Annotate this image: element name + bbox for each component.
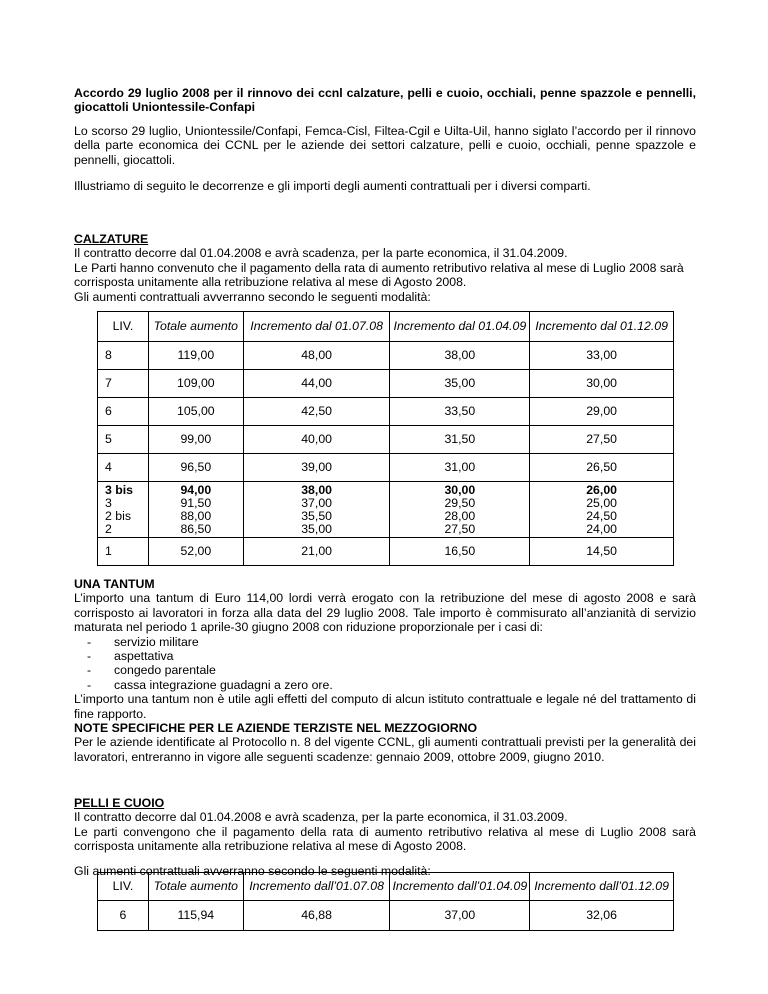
note-paragraph: Per le aziende identificate al Protocollo n. 8 del vigente CCNL, gli aumenti contrattuali previsti per la generalità dei lavoratori, entreranno in vigore alle seguenti scadenze: gennaio 2009, ottobre 2009, giugno 2010. [74, 735, 696, 764]
section-heading-calzature: CALZATURE [74, 232, 149, 246]
group-value: 38,00 [301, 482, 332, 497]
group-liv: 2 bis [105, 508, 131, 523]
group-value: 37,00 [301, 495, 332, 510]
list-item: - congedo parentale [74, 663, 696, 677]
group-liv: 2 [105, 521, 112, 536]
table-row [98, 901, 674, 931]
una-tantum-paragraph: L’importo una tantum di Euro 114,00 lordi verrà erogato con la retribuzione del mese di agosto 2008 e sarà corrisposto ai lavoratori in forza alla data del 29 luglio 2008. Tale importo è commisurato all’anzianità di servizio maturata nel periodo 1 aprile-30 giugno 2008 con riduzione proporzionale per i casi di: [74, 591, 696, 635]
group-value: 29,50 [444, 495, 476, 510]
illustration-paragraph: Illustriamo di seguito le decorrenze e gli importi degli aumenti contrattuali per i diversi comparti. [74, 179, 591, 193]
group-value: 28,00 [444, 508, 476, 523]
cell-inc-3: 32,06 [530, 901, 674, 931]
cell-liv: 6 [98, 398, 149, 426]
cell-inc-3: 29,00 [530, 398, 674, 426]
cell-inc-1-group [243, 482, 390, 538]
group-value: 86,50 [180, 521, 212, 536]
group-value: 88,00 [180, 508, 212, 523]
una-tantum-paragraph-2: L’importo una tantum non è utile agli effetti del computo di alcun istituto contrattuale e legale né del trattamento di fine rapporto. [74, 692, 696, 721]
group-value: 26,00 [586, 482, 617, 497]
cell-totale: 119,00 [148, 342, 243, 370]
cell-totale: 96,50 [148, 454, 243, 482]
group-value: 91,50 [180, 495, 212, 510]
calzature-line-1: Il contratto decorre dal 01.04.2008 e avrà scadenza, per la parte economica, il 31.04.2009. [74, 246, 568, 261]
list-item: - aspettativa [74, 649, 696, 663]
cell-inc-1: 39,00 [243, 454, 390, 482]
calzature-line-2: Le Parti hanno convenuto che il pagamento della rata di aumento retributivo relativa al mese di Luglio 2008 sarà corrisposta unitamente alla retribuzione relativa al mese di Agosto 2008. [74, 260, 684, 290]
cell-inc-1: 42,50 [243, 398, 390, 426]
table-row [98, 454, 674, 482]
table-header-row [98, 873, 674, 901]
header-liv: LIV. [98, 873, 149, 901]
cell-totale: 109,00 [148, 370, 243, 398]
cell-liv-group [98, 482, 149, 538]
section-heading-pelli: PELLI E CUOIO [74, 796, 165, 810]
group-value: 35,00 [301, 521, 332, 536]
header-inc-2: Incremento dall’01.04.09 [390, 873, 530, 901]
header-inc-1: Incremento dal 01.07.08 [243, 312, 390, 342]
header-inc-2: Incremento dal 01.04.09 [390, 312, 530, 342]
header-liv: LIV. [98, 312, 149, 342]
cell-totale-group [148, 482, 243, 538]
header-inc-3: Incremento dall’01.12.09 [530, 873, 674, 901]
cell-totale: 105,00 [148, 398, 243, 426]
cell-inc-2: 31,50 [390, 426, 530, 454]
cell-inc-2: 16,50 [390, 538, 530, 566]
pelli-line-3: Gli aumenti contrattuali avverranno secondo le seguenti modalità: [74, 863, 431, 878]
section-calzature [74, 232, 696, 304]
calzature-line-3: Gli aumenti contrattuali avverranno secondo le seguenti modalità: [74, 289, 431, 304]
group-value: 35,50 [301, 508, 332, 523]
cell-inc-3: 14,50 [530, 538, 674, 566]
cell-inc-2: 35,00 [390, 370, 530, 398]
group-value: 24,00 [586, 521, 617, 536]
cell-liv: 8 [98, 342, 149, 370]
cell-liv: 1 [98, 538, 149, 566]
table-row [98, 398, 674, 426]
group-value: 30,00 [444, 482, 476, 497]
group-value: 94,00 [180, 482, 212, 497]
section-una-tantum [74, 577, 696, 764]
cell-inc-1: 46,88 [243, 901, 390, 931]
cell-inc-3: 26,50 [530, 454, 674, 482]
cell-liv: 5 [98, 426, 149, 454]
cell-inc-3: 33,00 [530, 342, 674, 370]
list-item: - servizio militare [74, 635, 696, 649]
pelli-line-2: Le parti convengono che il pagamento della rata di aumento retributivo relativa al mese di Luglio 2008 sarà corrisposta unitamente alla retribuzione relativa al mese di Agosto 2008. [74, 824, 696, 854]
cell-inc-1: 21,00 [243, 538, 390, 566]
una-tantum-cases-list [74, 635, 696, 693]
cell-liv: 6 [98, 901, 149, 931]
cell-inc-3: 30,00 [530, 370, 674, 398]
table-header-row [98, 312, 674, 342]
cell-liv: 7 [98, 370, 149, 398]
document-title: Accordo 29 luglio 2008 per il rinnovo dei ccnl calzature, pelli e cuoio, occhiali, penne spazzole e pennelli, giocattoli Uniontessile-Confapi [74, 86, 696, 115]
group-value: 24,50 [586, 508, 617, 523]
pelli-line-1: Il contratto decorre dal 01.04.2008 e avrà scadenza, per la parte economica, il 31.03.2009. [74, 810, 568, 825]
header-totale: Totale aumento [148, 873, 243, 901]
list-item: - cassa integrazione guadagni a zero ore. [74, 678, 696, 692]
cell-totale: 115,94 [148, 901, 243, 931]
table-row [98, 370, 674, 398]
cell-inc-3-group [530, 482, 674, 538]
table-row [98, 342, 674, 370]
cell-inc-2: 37,00 [390, 901, 530, 931]
header-inc-1: Incremento dall’01.07.08 [243, 873, 390, 901]
section-heading-note: NOTE SPECIFICHE PER LE AZIENDE TERZISTE NEL MEZZOGIORNO [74, 721, 478, 736]
cell-totale: 52,00 [148, 538, 243, 566]
cell-inc-2: 33,50 [390, 398, 530, 426]
group-value: 25,00 [586, 495, 617, 510]
table-row-group [98, 482, 674, 538]
cell-inc-2-group [390, 482, 530, 538]
group-value: 27,50 [444, 521, 476, 536]
group-liv: 3 [105, 495, 112, 510]
section-pelli-cuoio [74, 796, 696, 878]
intro-paragraph: Lo scorso 29 luglio, Uniontessile/Confapi, Femca-Cisl, Filtea-Cgil e Uilta-Uil, hanno siglato l’accordo per il rinnovo della parte economica dei CCNL per le aziende dei settori calzature, pelli e cuoio, occhiali, penne spazzole e pennelli, giocattoli. [74, 124, 696, 167]
table-row [98, 426, 674, 454]
calzature-table [97, 311, 674, 566]
cell-liv: 4 [98, 454, 149, 482]
pelli-table [97, 872, 674, 931]
cell-inc-1: 44,00 [243, 370, 390, 398]
cell-inc-2: 38,00 [390, 342, 530, 370]
table-row [98, 538, 674, 566]
header-inc-3: Incremento dal 01.12.09 [530, 312, 674, 342]
cell-inc-2: 31,00 [390, 454, 530, 482]
section-heading-una-tantum: UNA TANTUM [74, 577, 155, 591]
cell-inc-3: 27,50 [530, 426, 674, 454]
group-liv: 3 bis [105, 482, 134, 497]
cell-inc-1: 40,00 [243, 426, 390, 454]
cell-totale: 99,00 [148, 426, 243, 454]
header-totale: Totale aumento [148, 312, 243, 342]
cell-inc-1: 48,00 [243, 342, 390, 370]
